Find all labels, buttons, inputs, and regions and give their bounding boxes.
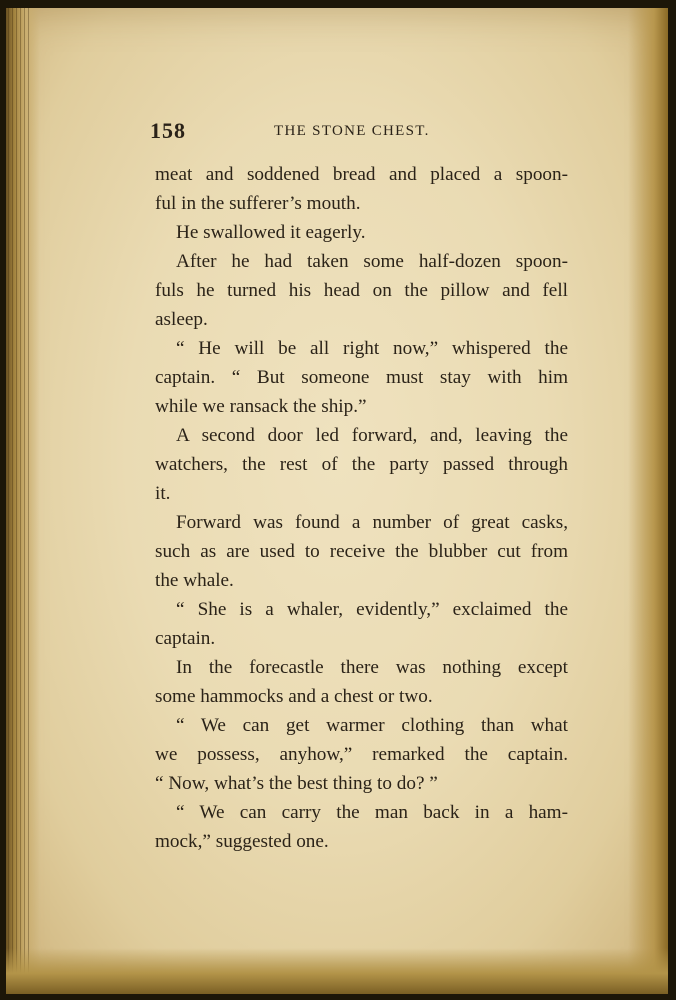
text-line: the whale.: [155, 570, 234, 591]
text-line: it.: [155, 483, 171, 504]
paragraph: [155, 508, 568, 595]
text-line: “ Now, what’s the best thing to do? ”: [155, 773, 438, 794]
text-line: we possess, anyhow,” remarked the captain.: [155, 744, 568, 765]
paragraph: [155, 653, 568, 711]
text-line: “ He will be all right now,” whispered the: [176, 338, 568, 359]
text-line: “ We can get warmer clothing than what: [176, 715, 568, 736]
text-line: ful in the sufferer’s mouth.: [155, 193, 361, 214]
text-line: while we ransack the ship.”: [155, 396, 367, 417]
paragraph: [155, 247, 568, 334]
text-line: After he had taken some half-dozen spoon-: [176, 251, 568, 272]
text-line: He swallowed it eagerly.: [176, 222, 366, 243]
paragraph: [155, 711, 568, 798]
paragraph: [155, 334, 568, 421]
right-edge-shadow: [628, 8, 668, 994]
paragraph: [155, 798, 568, 856]
running-head: THE STONE CHEST.: [274, 123, 430, 139]
text-line: meat and soddened bread and placed a spoon-: [155, 164, 568, 185]
text-line: such as are used to receive the blubber cut from: [155, 541, 568, 562]
paragraph: [155, 160, 568, 218]
text-line: A second door led forward, and, leaving the: [176, 425, 568, 446]
text-line: captain.: [155, 628, 216, 649]
body-text: [155, 160, 568, 856]
text-line: fuls he turned his head on the pillow and fell: [155, 280, 568, 301]
text-line: some hammocks and a chest or two.: [155, 686, 433, 707]
paragraph: [155, 595, 568, 653]
page-edges-lines: [8, 8, 30, 994]
text-line: “ She is a whaler, evidently,” exclaimed the: [176, 599, 568, 620]
text-line: captain. “ But someone must stay with him: [155, 367, 568, 388]
text-line: In the forecastle there was nothing except: [176, 657, 568, 678]
text-line: “ We can carry the man back in a ham-: [176, 802, 568, 823]
page-number: 158: [150, 118, 186, 143]
bottom-edge-shadow: [6, 948, 668, 994]
page-header: [150, 118, 570, 148]
text-line: asleep.: [155, 309, 208, 330]
paragraph: [155, 218, 568, 247]
text-line: mock,” suggested one.: [155, 831, 329, 852]
text-line: watchers, the rest of the party passed through: [155, 454, 568, 475]
text-line: Forward was found a number of great casks,: [176, 512, 568, 533]
paragraph: [155, 421, 568, 508]
